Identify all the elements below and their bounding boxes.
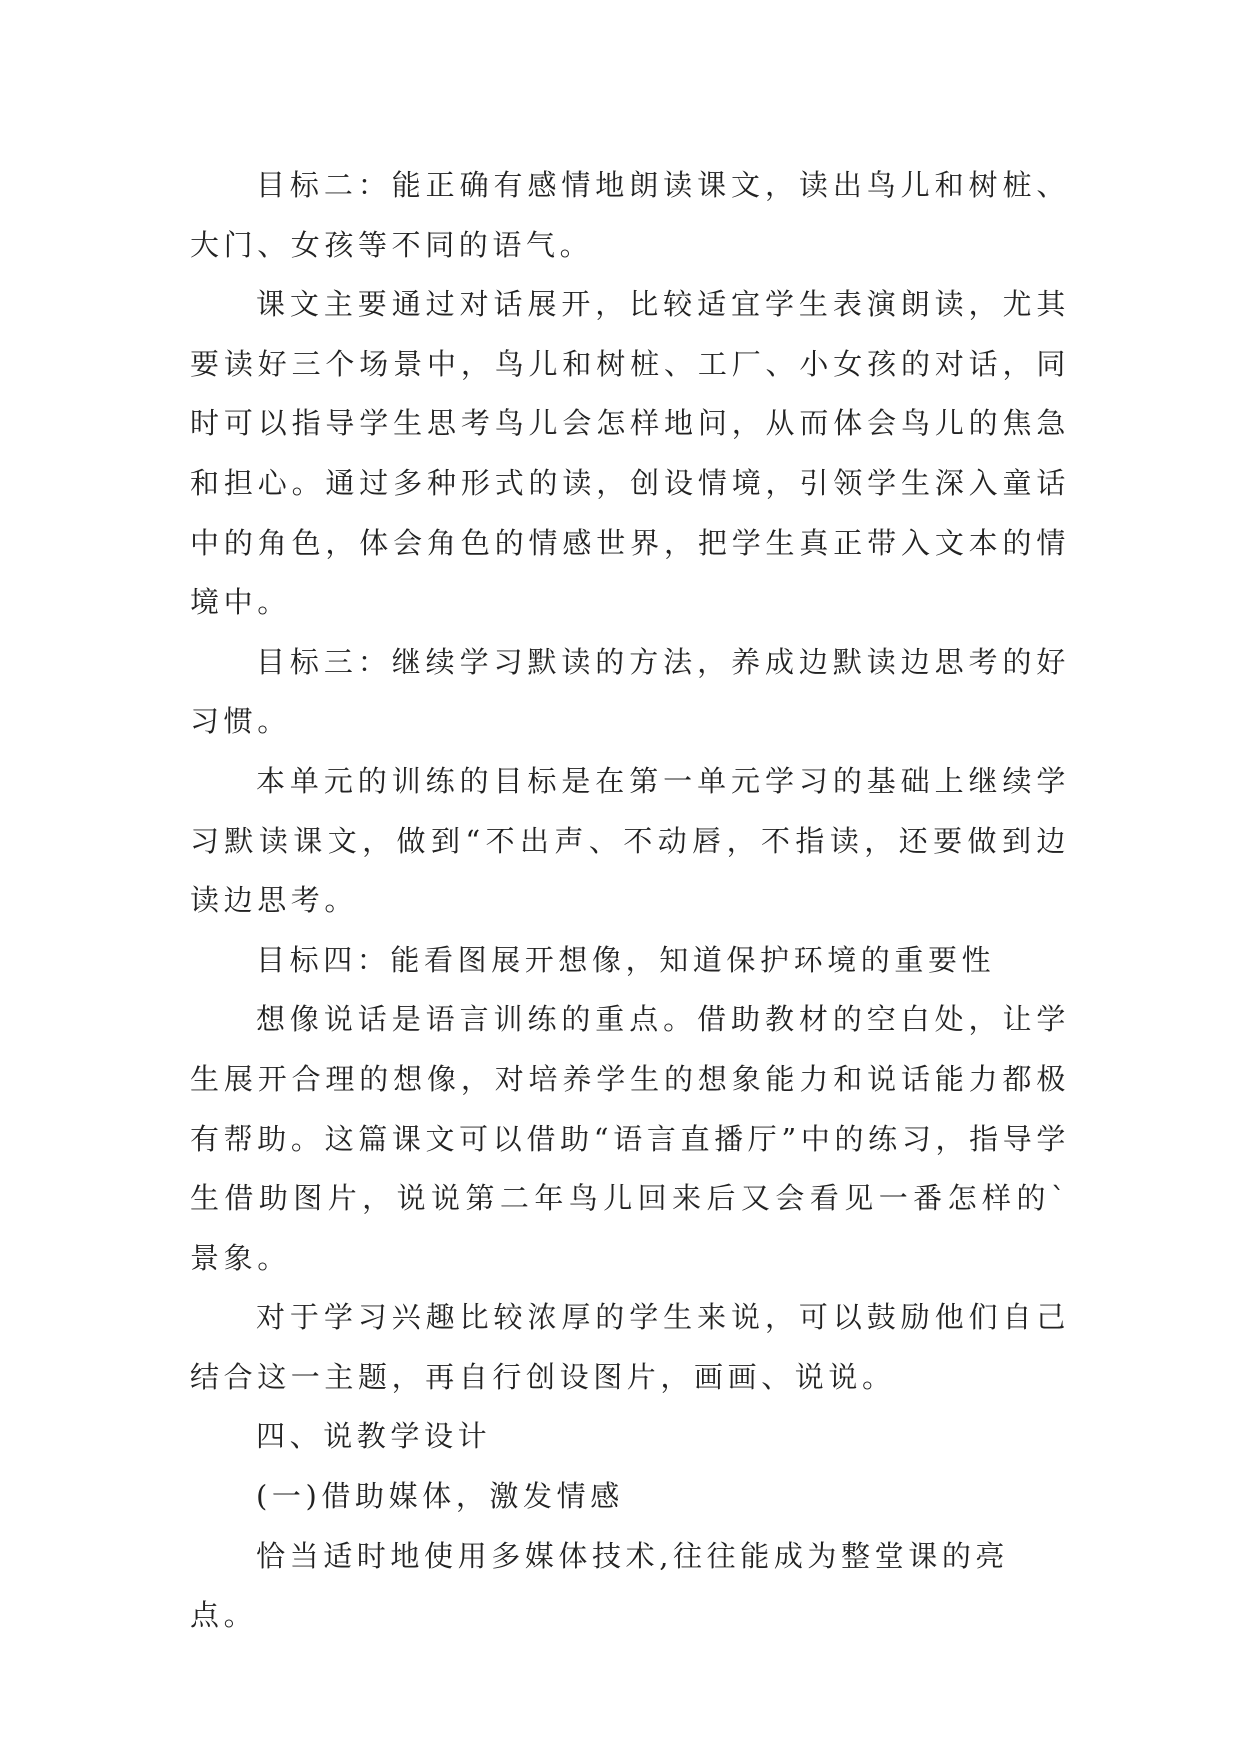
paragraph-interested-students: 对于学习兴趣比较浓厚的学生来说，可以鼓励他们自己结合这一主题，再自行创设图片，画画、说说。 [190, 1300, 1070, 1394]
paragraph-goal-four: 目标四：能看图展开想像，知道保护环境的重要性 [256, 942, 996, 977]
paragraph-goal-two: 目标二：能正确有感情地朗读课文，读出鸟儿和树桩、大门、女孩等不同的语气。 [190, 168, 1070, 262]
paragraph-goal-three: 目标三：继续学习默读的方法，养成边默读边思考的好习惯。 [190, 644, 1070, 739]
section-heading-teaching-design: 四、说教学设计 [256, 1419, 492, 1454]
paragraph-silent-reading: 本单元的训练的目标是在第一单元学习的基础上继续学习默读课文，做到“不出声、不动唇，不指读，还要做到边读边思考。 [190, 763, 1070, 918]
subsection-heading-media: (一)借助媒体，激发情感 [256, 1479, 624, 1514]
document-body [190, 156, 1070, 1646]
paragraph-multimedia: 恰当适时地使用多媒体技术,往往能成为整堂课的亮点。 [190, 1538, 1010, 1633]
paragraph-imagination-speaking: 想像说话是语言训练的重点。借助教材的空白处，让学生展开合理的想像，对培养学生的想象能力和说话能力都极有帮助。这篇课文可以借助“语言直播厅”中的练习，指导学生借助图片，说说第二年鸟儿回来后又会看见一番怎样的`景象。 [190, 1002, 1070, 1275]
paragraph-dialogue-reading: 课文主要通过对话展开，比较适宜学生表演朗读，尤其要读好三个场景中，鸟儿和树桩、工厂、小女孩的对话，同时可以指导学生思考鸟儿会怎样地问，从而体会鸟儿的焦急和担心。通过多种形式的读，创设情境，引领学生深入童话中的角色，体会角色的情感世界，把学生真正带入文本的情境中。 [190, 287, 1070, 620]
